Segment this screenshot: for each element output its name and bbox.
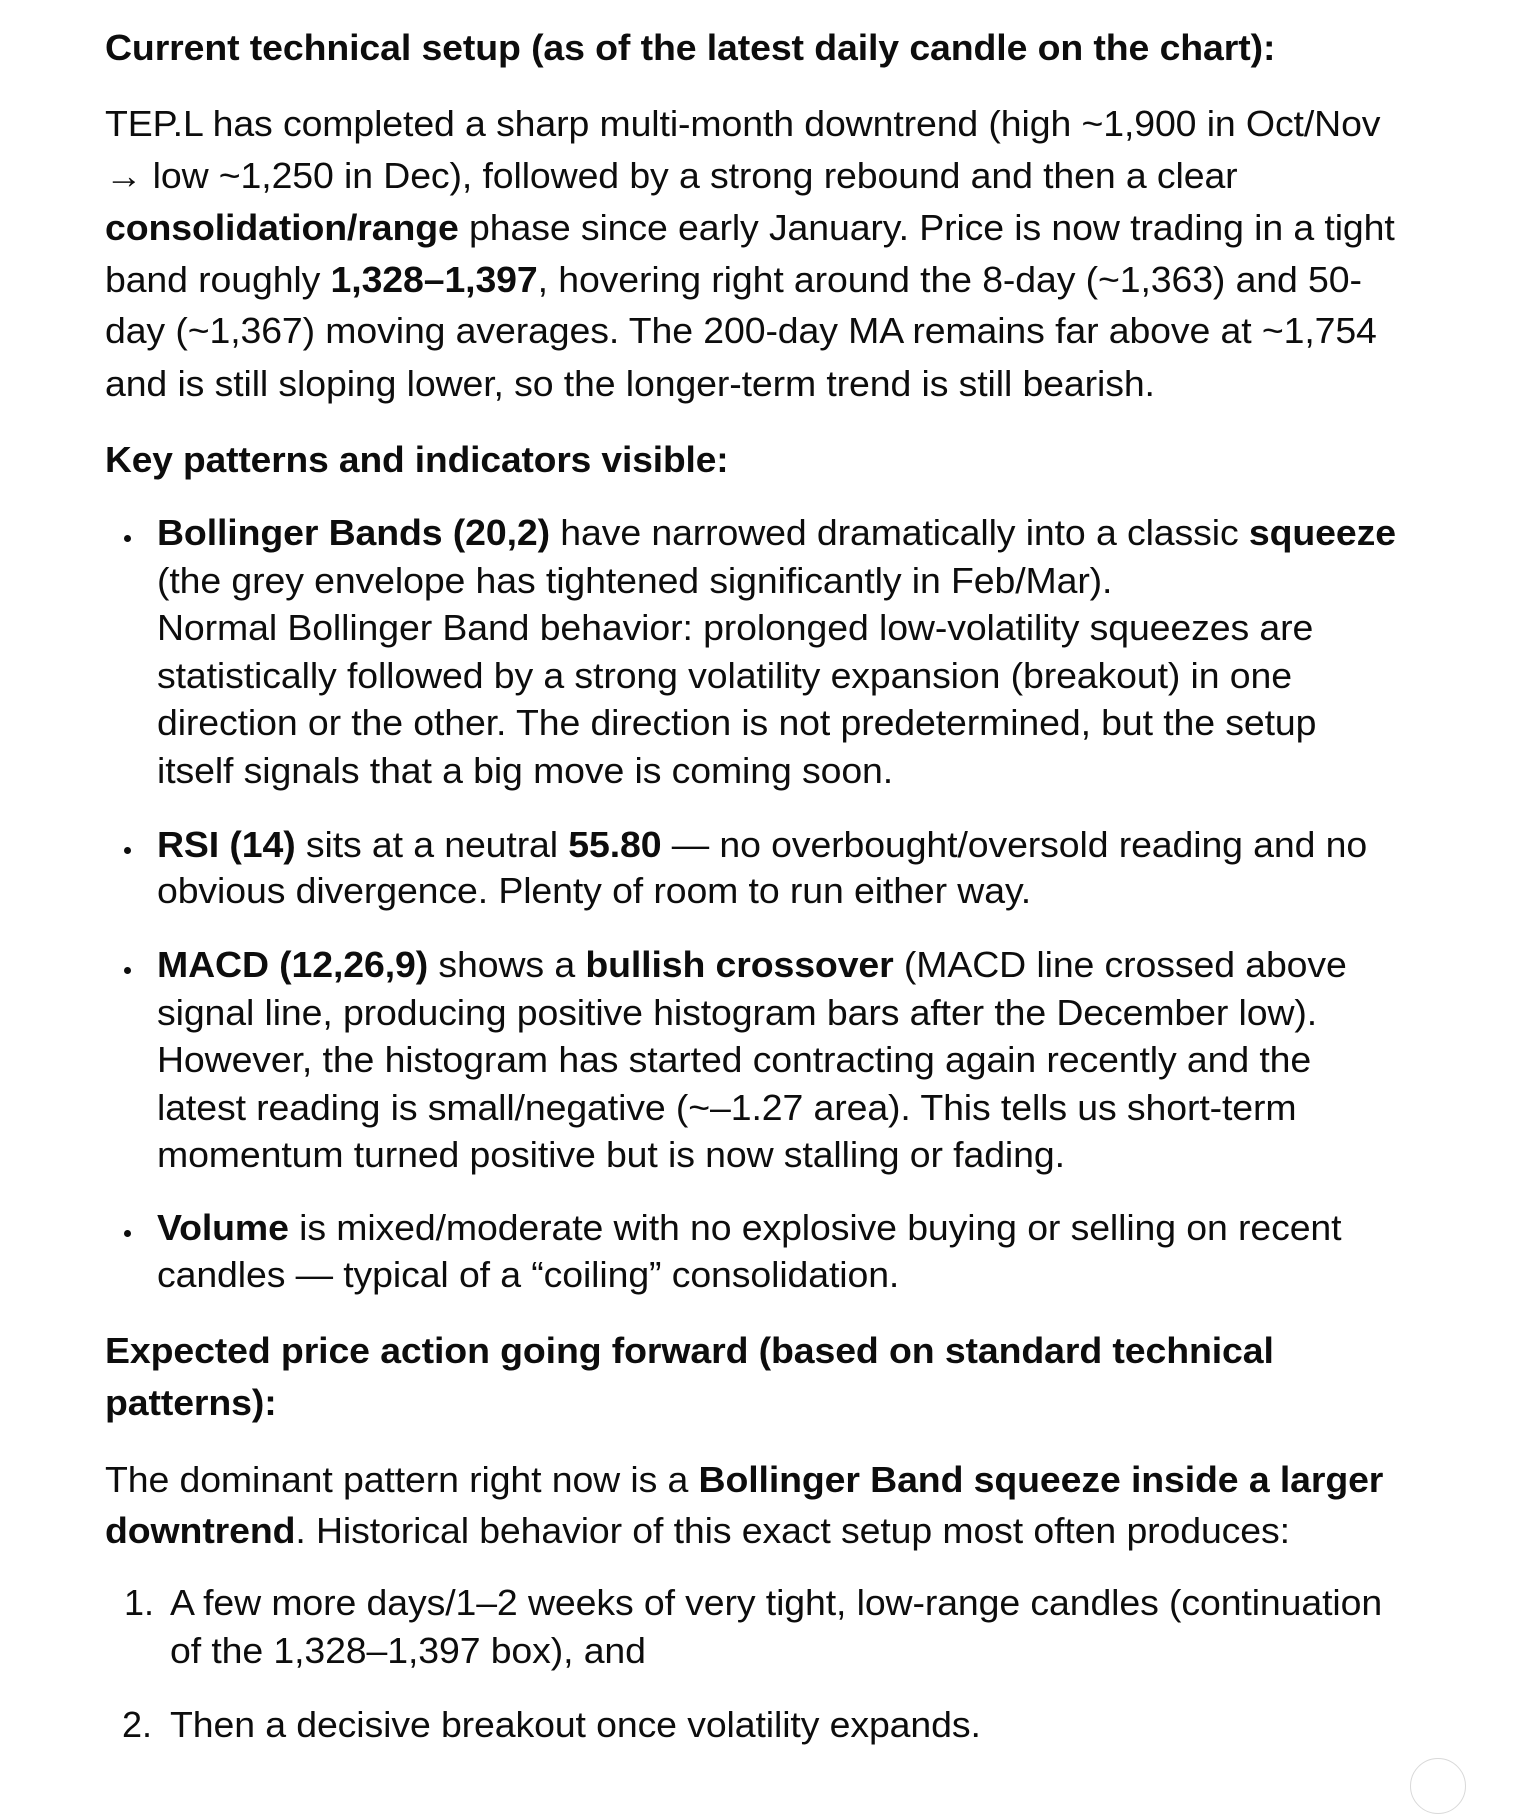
list-item-line bbox=[170, 1703, 981, 1747]
list-number: 2. bbox=[122, 1704, 153, 1745]
text: → low ~1,250 in Dec), followed by a strong rebound and then a clear bbox=[105, 155, 1238, 196]
bold-text: downtrend bbox=[105, 1510, 296, 1551]
text: momentum turned positive but is now stalling or fading. bbox=[157, 1134, 1065, 1175]
bullet-macd-line bbox=[157, 991, 1317, 1035]
text: day (~1,367) moving averages. The 200-day MA remains far above at ~1,754 bbox=[105, 310, 1377, 351]
bullet-marker bbox=[124, 967, 131, 974]
bold-text: 1,328–1,397 bbox=[330, 259, 538, 300]
bullet-volume-line bbox=[157, 1206, 1341, 1250]
bold-text: 55.80 bbox=[568, 824, 662, 865]
bullet-marker bbox=[124, 1230, 131, 1237]
text: candles — typical of a “coiling” consolidation. bbox=[157, 1254, 900, 1295]
bold-text: MACD (12,26,9) bbox=[157, 944, 429, 985]
text: of the 1,328–1,397 box), and bbox=[170, 1630, 646, 1671]
bullet-rsi-line bbox=[157, 869, 1031, 913]
expected-paragraph-line bbox=[105, 1509, 1290, 1553]
bullet-rsi-line bbox=[157, 823, 1367, 867]
text: statistically followed by a strong volatility expansion (breakout) in one bbox=[157, 655, 1292, 696]
text: phase since early January. Price is now trading in a tight bbox=[458, 207, 1395, 248]
bold-text: consolidation/range bbox=[105, 207, 459, 248]
setup-paragraph-line bbox=[105, 258, 1362, 302]
text: shows a bbox=[428, 944, 586, 985]
bullet-bollinger-line bbox=[157, 701, 1316, 745]
text: itself signals that a big move is coming soon. bbox=[157, 750, 894, 791]
list-item-line bbox=[170, 1581, 1382, 1625]
scroll-down-button[interactable] bbox=[1410, 1758, 1466, 1814]
text: (the grey envelope has tightened significantly in Feb/Mar). bbox=[157, 560, 1113, 601]
bullet-macd-line bbox=[157, 1133, 1065, 1177]
text: — no overbought/oversold reading and no bbox=[661, 824, 1368, 865]
bold-text: Volume bbox=[157, 1207, 289, 1248]
text: , hovering right around the 8-day (~1,363) and 50- bbox=[537, 259, 1362, 300]
bold-text: bullish crossover bbox=[585, 944, 894, 985]
text: (MACD line crossed above bbox=[893, 944, 1347, 985]
bold-text: Bollinger Band squeeze inside a larger bbox=[698, 1459, 1384, 1500]
text: direction or the other. The direction is not predetermined, but the setup bbox=[157, 702, 1317, 743]
setup-paragraph-line bbox=[105, 102, 1380, 146]
section-heading-expected: Expected price action going forward (based on standard technical bbox=[105, 1330, 1274, 1371]
bullet-macd-line bbox=[157, 943, 1347, 987]
setup-paragraph-line bbox=[105, 362, 1155, 406]
text: band roughly bbox=[105, 259, 331, 300]
text: TEP.L has completed a sharp multi-month downtrend (high ~1,900 in Oct/Nov bbox=[105, 103, 1381, 144]
bold-text: Bollinger Bands (20,2) bbox=[157, 512, 550, 553]
expected-paragraph-line bbox=[105, 1458, 1383, 1502]
bullet-bollinger-line bbox=[157, 559, 1112, 603]
text: is mixed/moderate with no explosive buying or selling on recent bbox=[288, 1207, 1342, 1248]
setup-paragraph-line bbox=[105, 206, 1395, 250]
text: Then a decisive breakout once volatility expands. bbox=[170, 1704, 981, 1745]
bold-text: RSI (14) bbox=[157, 824, 296, 865]
text: signal line, producing positive histogram bars after the December low). bbox=[157, 992, 1318, 1033]
bullet-volume-line bbox=[157, 1253, 899, 1297]
text: . Historical behavior of this exact setup most often produces: bbox=[295, 1510, 1290, 1551]
text: Normal Bollinger Band behavior: prolonged low-volatility squeezes are bbox=[157, 607, 1314, 648]
section-heading-patterns: Key patterns and indicators visible: bbox=[105, 439, 729, 480]
setup-paragraph-line bbox=[105, 309, 1377, 353]
list-number: 1. bbox=[124, 1582, 155, 1623]
text: The dominant pattern right now is a bbox=[105, 1459, 699, 1500]
section-heading-expected-cont: patterns): bbox=[105, 1382, 277, 1423]
bullet-macd-line bbox=[157, 1086, 1296, 1130]
text: sits at a neutral bbox=[295, 824, 569, 865]
section-heading-setup: Current technical setup (as of the latest daily candle on the chart): bbox=[105, 27, 1276, 68]
text: have narrowed dramatically into a classic bbox=[549, 512, 1249, 553]
bullet-marker bbox=[124, 535, 131, 542]
text: However, the histogram has started contracting again recently and the bbox=[157, 1039, 1312, 1080]
bold-text: squeeze bbox=[1248, 512, 1396, 553]
text: and is still sloping lower, so the longer-term trend is still bearish. bbox=[105, 363, 1155, 404]
list-item-line bbox=[170, 1629, 646, 1673]
bullet-bollinger-line bbox=[157, 749, 893, 793]
bullet-marker bbox=[124, 847, 131, 854]
text: A few more days/1–2 weeks of very tight, low-range candles (continuation bbox=[170, 1582, 1383, 1623]
setup-paragraph-line bbox=[105, 154, 1238, 198]
bullet-macd-line bbox=[157, 1038, 1311, 1082]
bullet-bollinger-line bbox=[157, 654, 1292, 698]
text: obvious divergence. Plenty of room to run either way. bbox=[157, 870, 1032, 911]
bullet-bollinger-line bbox=[157, 511, 1396, 555]
text: latest reading is small/negative (~–1.27 area). This tells us short-term bbox=[157, 1087, 1297, 1128]
bullet-bollinger-line bbox=[157, 606, 1313, 650]
